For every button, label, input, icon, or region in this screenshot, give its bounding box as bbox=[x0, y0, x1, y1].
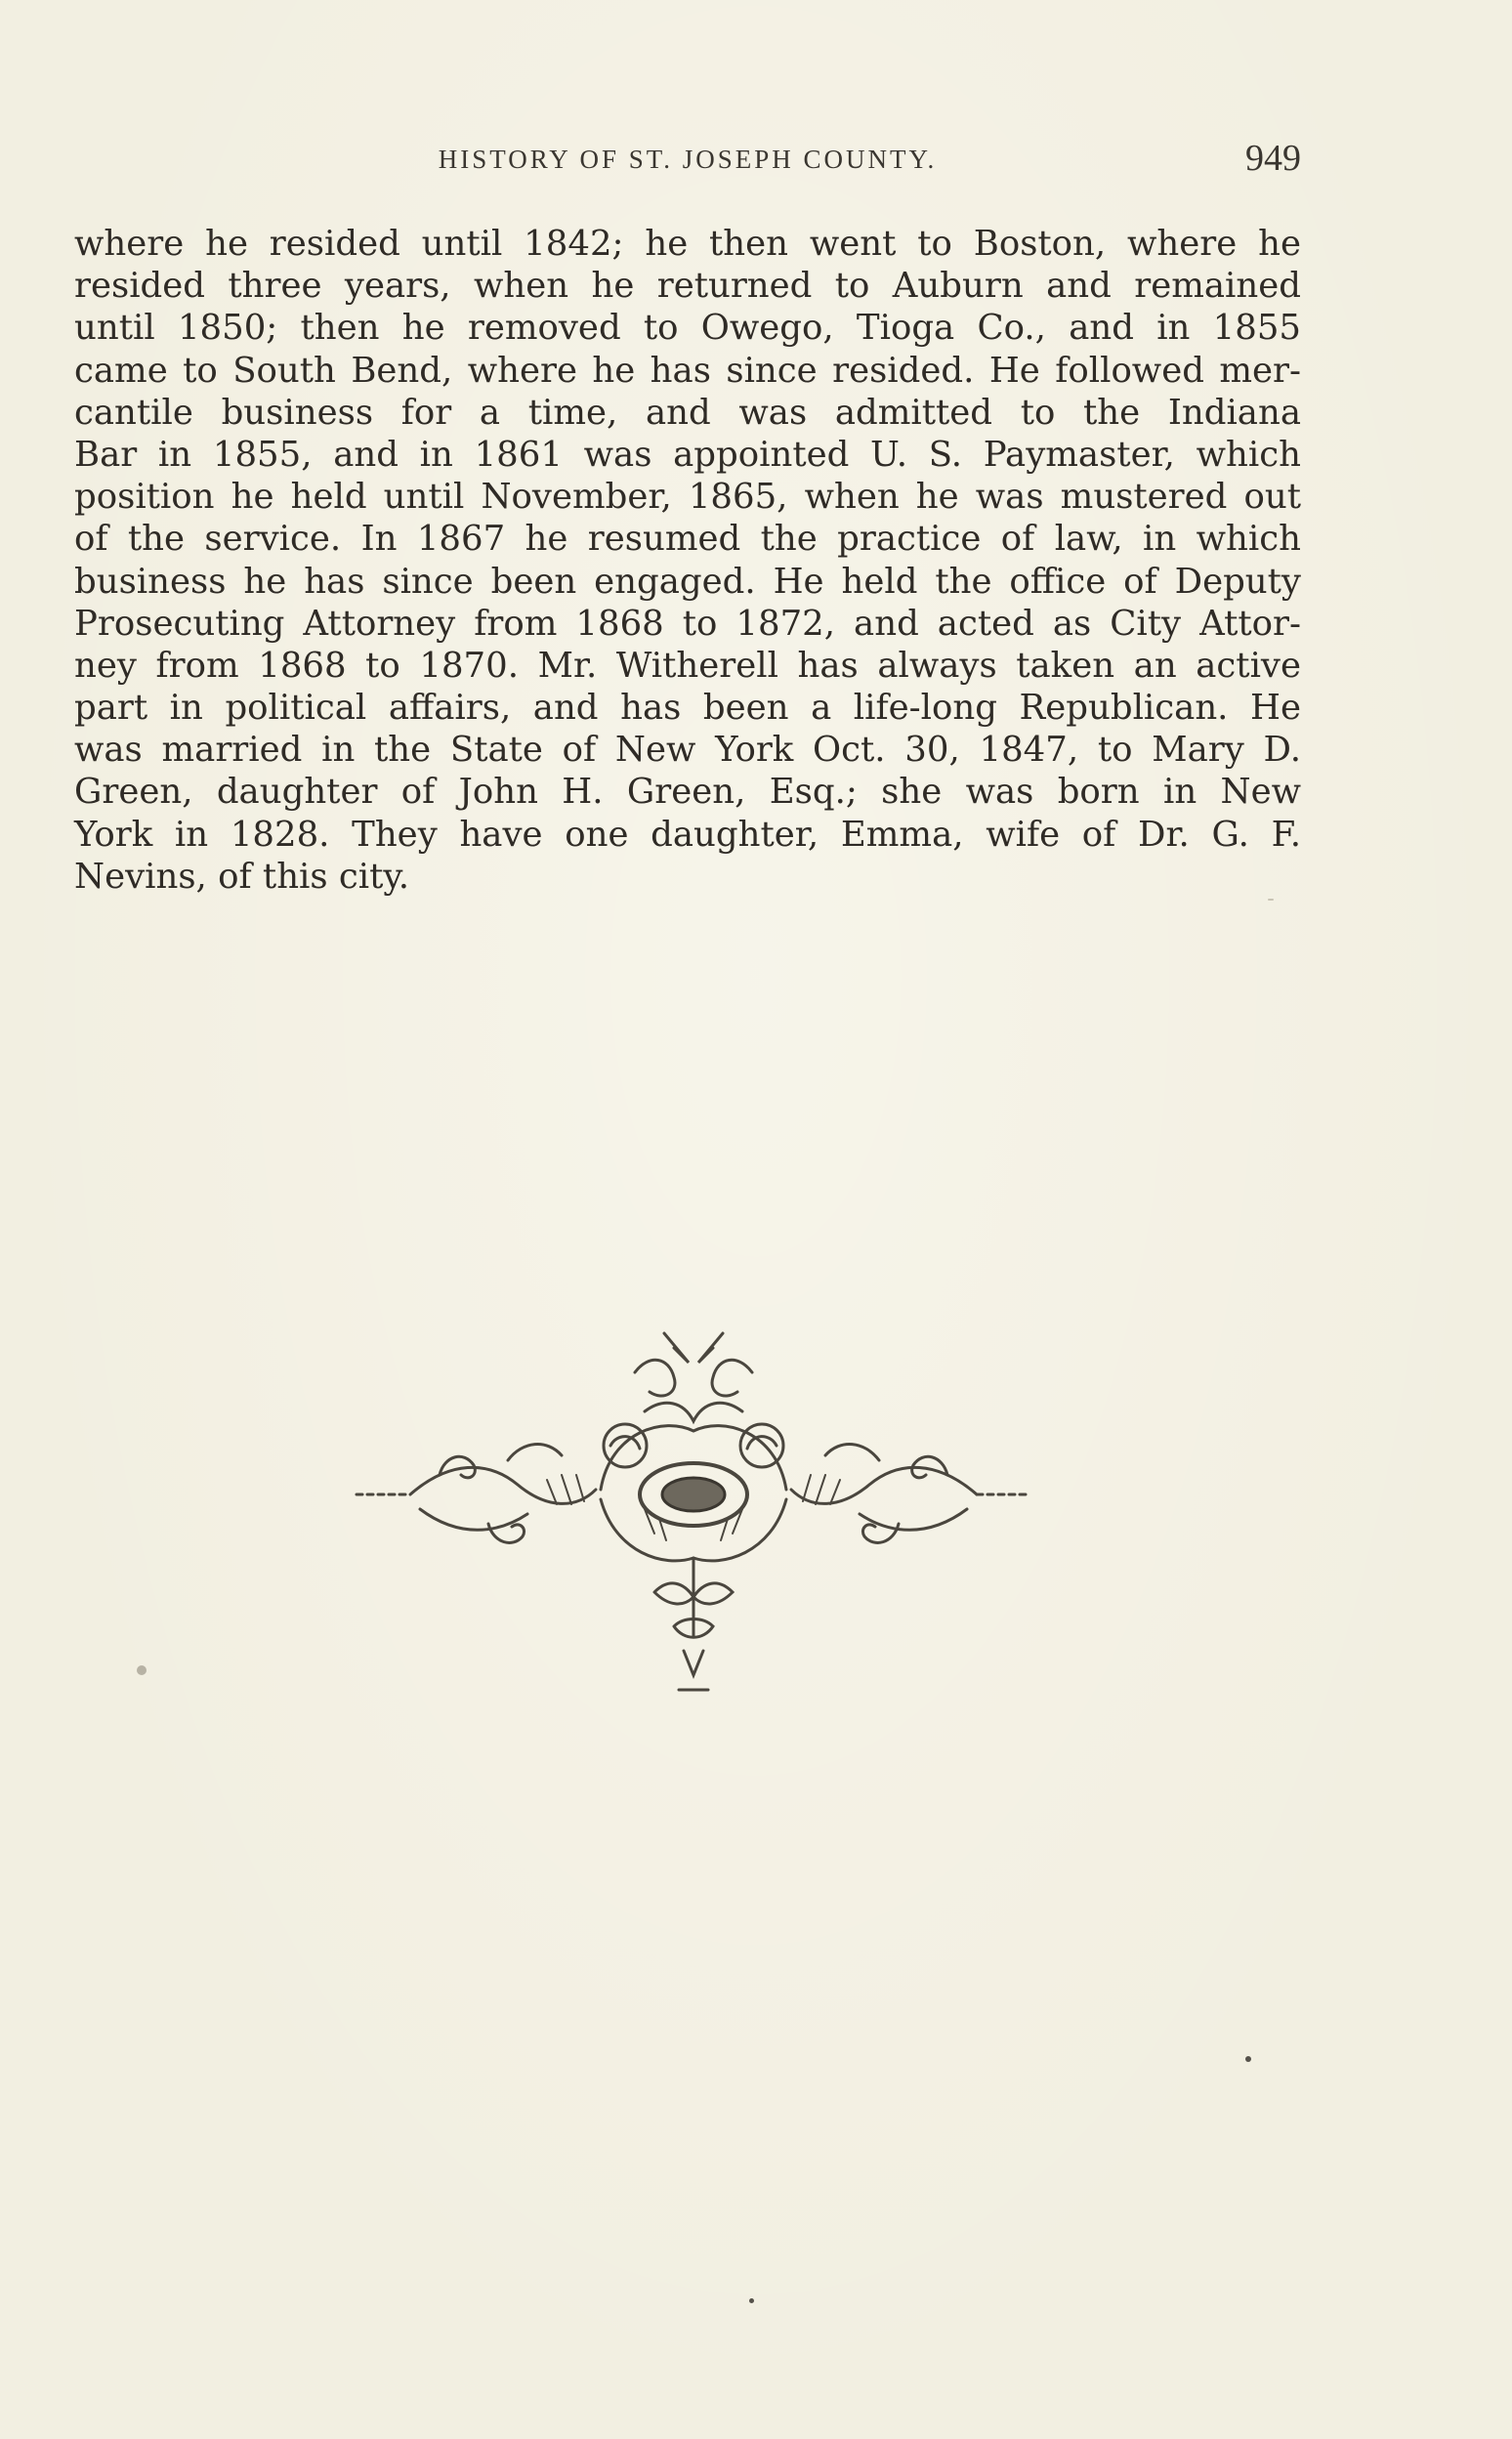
paper-speck bbox=[1268, 899, 1274, 901]
text-line: Bar in 1855, and in 1861 was appointed U. S. Paymaster, which bbox=[74, 434, 1301, 475]
running-title: HISTORY OF ST. JOSEPH COUNTY. bbox=[438, 145, 938, 174]
text-line: resided three years, when he returned to Auburn and remained bbox=[74, 266, 1301, 307]
running-head bbox=[74, 137, 1301, 186]
body-paragraph bbox=[74, 223, 1301, 898]
text-line: of the service. In 1867 he resumed the practice of law, in which bbox=[74, 519, 1301, 560]
text-line: business he has since been engaged. He held the office of Deputy bbox=[74, 561, 1301, 602]
text-line: Green, daughter of John H. Green, Esq.; she was born in New bbox=[74, 772, 1301, 813]
text-line: Nevins, of this city. bbox=[74, 856, 410, 897]
paper-speck bbox=[1245, 2056, 1251, 2062]
decorative-tailpiece-icon bbox=[352, 1314, 1035, 1704]
text-line: where he resided until 1842; he then went to Boston, where he bbox=[74, 224, 1301, 264]
text-line: position he held until November, 1865, when he was mustered out bbox=[74, 477, 1301, 518]
text-line: part in political affairs, and has been a life-long Republican. He bbox=[74, 688, 1301, 729]
text-line: cantile business for a time, and was admitted to the Indiana bbox=[74, 392, 1301, 433]
text-line: York in 1828. They have one daughter, Emma, wife of Dr. G. F. bbox=[74, 814, 1301, 855]
text-line: until 1850; then he removed to Owego, Tioga Co., and in 1855 bbox=[74, 308, 1301, 349]
paper-speck bbox=[137, 1665, 147, 1675]
text-line: Prosecuting Attorney from 1868 to 1872, and acted as City Attor- bbox=[74, 603, 1301, 644]
text-line: ney from 1868 to 1870. Mr. Witherell has always taken an active bbox=[74, 645, 1301, 686]
page-number: 949 bbox=[1245, 138, 1301, 179]
paper-speck bbox=[749, 2298, 754, 2303]
text-line: was married in the State of New York Oct. 30, 1847, to Mary D. bbox=[74, 730, 1301, 771]
text-line: came to South Bend, where he has since resided. He followed mer- bbox=[74, 350, 1301, 391]
